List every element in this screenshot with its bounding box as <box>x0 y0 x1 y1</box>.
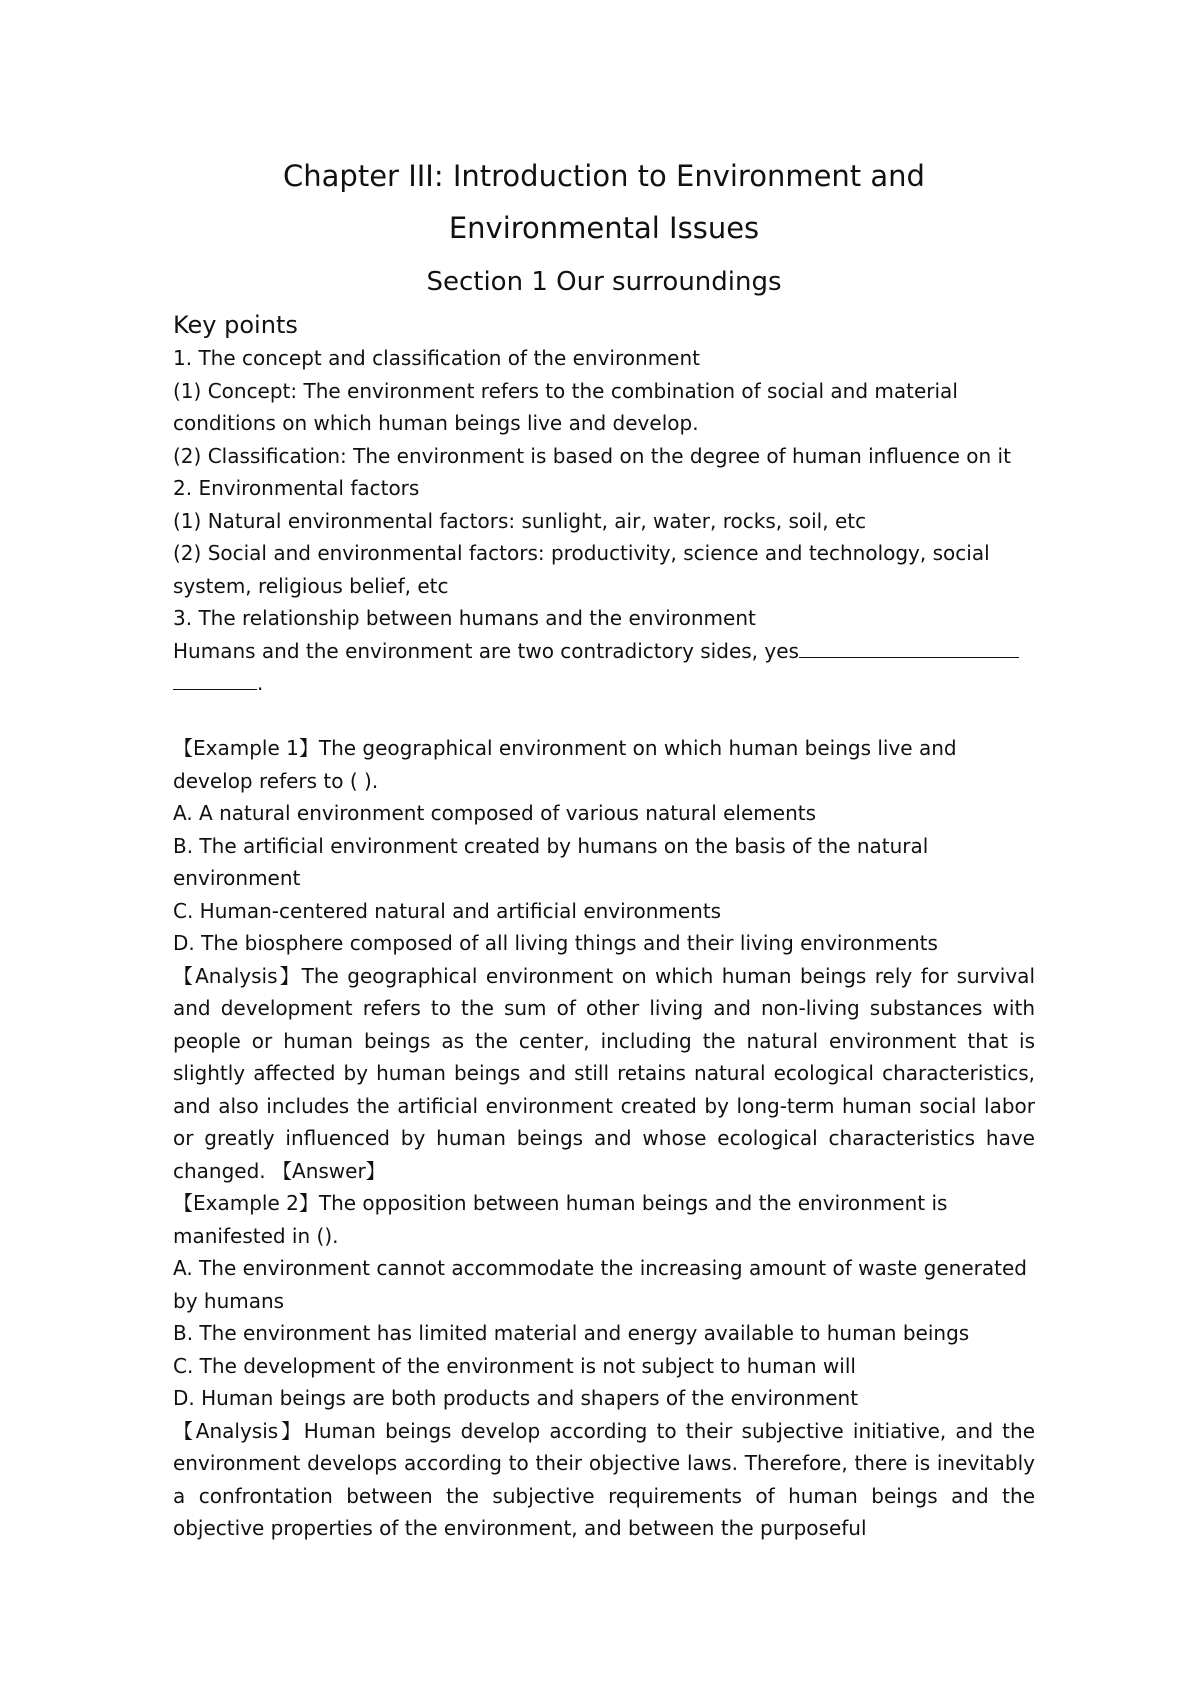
kp-item-1-classification: (2) Classification: The environment is based on the degree of human influence on it <box>173 443 1011 468</box>
kp-item-3-fill-in <box>173 635 1035 700</box>
answer-blank-line-continued <box>173 669 257 690</box>
example1-analysis: 【Analysis】The geographical environment on which human beings rely for survival and development refers to the sum of other living and non-living substances with people or human beings as the center, including the natural environment that is slightly affected by human beings and still retains natural ecological characteristics, and also includes the artificial environment created by long-term human social labor or greatly influenced by human beings and whose ecological characteristics have changed. 【Answer】 <box>173 963 1035 1183</box>
key-points-heading: Key points <box>173 311 298 339</box>
kp-item-3-end: . <box>257 671 264 695</box>
example2-option-a: A. The environment cannot accommodate the increasing amount of waste generated by humans <box>173 1256 1027 1313</box>
kp-item-2-social: (2) Social and environmental factors: productivity, science and technology, social system, religious belief, etc <box>173 541 990 598</box>
kp-item-2-natural: (1) Natural environmental factors: sunlight, air, water, rocks, soil, etc <box>173 508 867 533</box>
document-page <box>173 150 1035 1545</box>
answer-blank-line <box>799 637 1019 658</box>
kp-item-1: 1. The concept and classification of the environment <box>173 346 700 370</box>
example1-option-a: A. A natural environment composed of various natural elements <box>173 801 817 825</box>
kp-item-3: 3. The relationship between humans and the environment <box>173 606 756 630</box>
chapter-title-line2: Environmental Issues <box>448 211 760 245</box>
spacer <box>173 700 1035 733</box>
example1-option-c: C. Human-centered natural and artificial environments <box>173 898 722 923</box>
example2-analysis: 【Analysis】Human beings develop according to their subjective initiative, and the environment develops according to their objective laws. Therefore, there is inevitably a confrontation between the subjective requirements of human beings and the objective properties of the environment, and between the purposeful <box>173 1418 1035 1540</box>
section-title: Section 1 Our surroundings <box>426 267 782 297</box>
chapter-title-line1: Chapter III: Introduction to Environment and <box>283 159 925 193</box>
kp-item-3-text: Humans and the environment are two contradictory sides, yes <box>173 638 799 663</box>
example2-option-c: C. The development of the environment is not subject to human will <box>173 1353 856 1378</box>
example1-option-b: B. The artificial environment created by humans on the basis of the natural environment <box>173 833 929 890</box>
example2-question: 【Example 2】The opposition between human beings and the environment is manifested in (). <box>173 1191 948 1248</box>
example2-option-b: B. The environment has limited material and energy available to human beings <box>173 1321 970 1345</box>
kp-item-1-concept: (1) Concept: The environment refers to the combination of social and material conditions on which human beings live and develop. <box>173 378 958 435</box>
kp-item-2: 2. Environmental factors <box>173 476 420 500</box>
example2-option-d: D. Human beings are both products and shapers of the environment <box>173 1386 859 1410</box>
example1-question: 【Example 1】The geographical environment on which human beings live and develop refers to ( ). <box>173 736 957 793</box>
chapter-title <box>173 150 1035 254</box>
example1-option-d: D. The biosphere composed of all living things and their living environments <box>173 931 938 955</box>
